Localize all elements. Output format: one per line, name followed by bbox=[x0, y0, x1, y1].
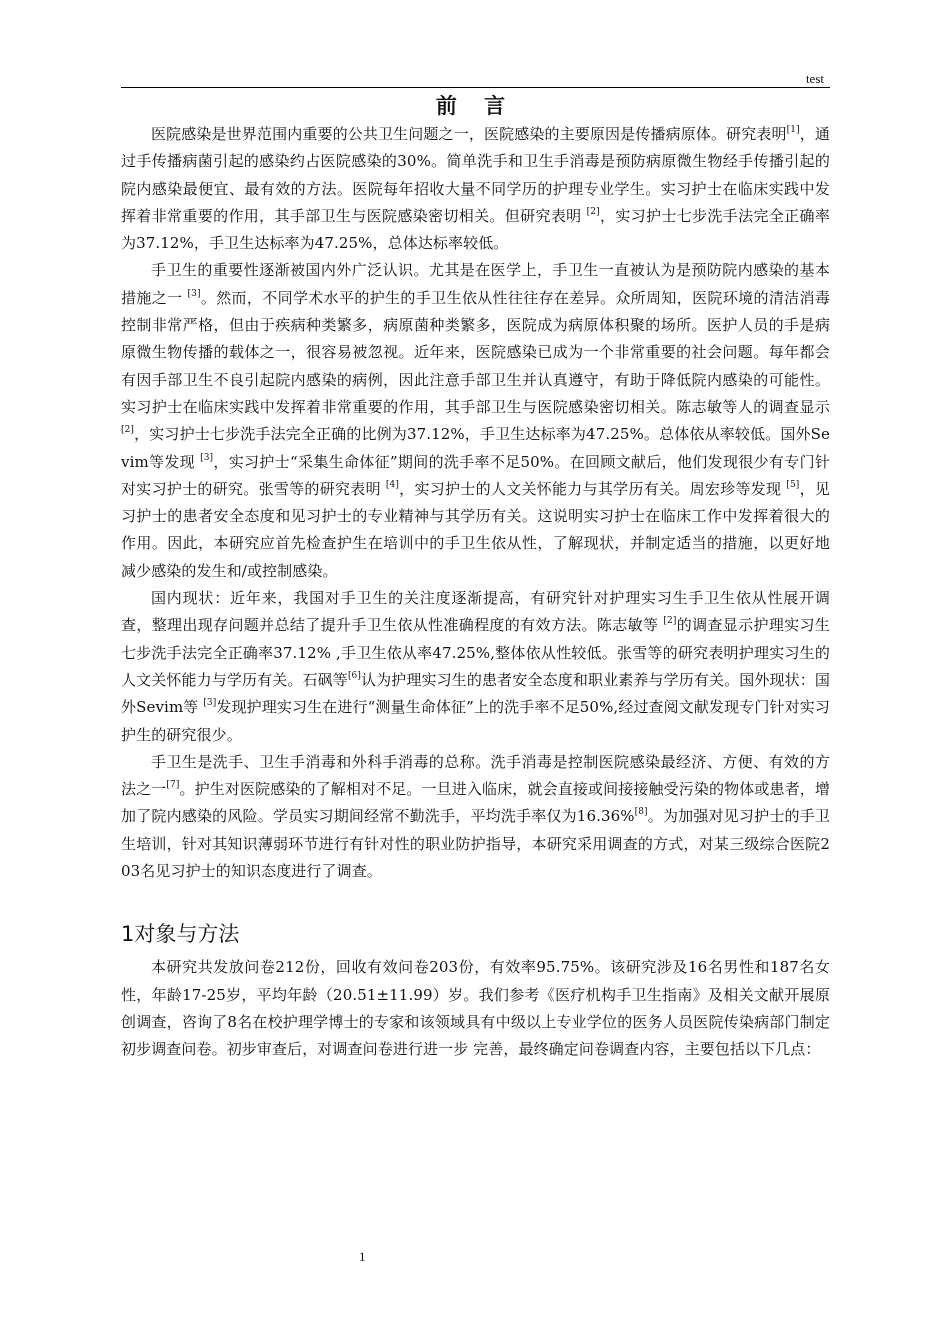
citation: [3] bbox=[187, 288, 201, 299]
citation: [6] bbox=[347, 670, 361, 681]
citation: [3] bbox=[200, 452, 214, 463]
page-title: 前 言 bbox=[435, 94, 516, 118]
citation: [5] bbox=[786, 479, 800, 490]
paragraph-3: 国内现状：近年来，我国对手卫生的关注度逐渐提高，有研究针对护理实习生手卫生依从性展开调查，整理出现存问题并总结了提升手卫生依从性准确程度的有效方法。陈志敏等 [2]的调查显示护理实习生七步洗手法完全正确率37.12% ,手卫生依从率47.25%,整体依从性较低。张雪等的研究表明护理实习生的人文关怀能力与学历有关。石砜等[6]认为护理实习生的患者安全态度和职业素养与学历有关。国外现状：国外Sevim等 [3]发现护理实习生在进行“测量生命体征”上的洗手率不足50%,经过查阅文献发现专门针对实习护生的研究很少。 bbox=[121, 589, 831, 744]
citation: [8] bbox=[634, 807, 648, 818]
paragraph-1: 医院感染是世界范围内重要的公共卫生问题之一，医院感染的主要原因是传播病原体。研究表明[1]，通过手传播病菌引起的感染约占医院感染的30%。简单洗手和卫生手消毒是预防病原微生物经手传播引起的院内感染最便宜、最有效的方法。医院每年招收大量不同学历的护理专业学生。实习护士在临床实践中发挥着非常重要的作用，其手部卫生与医院感染密切相关。但研究表明 [2]，实习护士七步洗手法完全正确率为37.12%，手卫生达标率为47.25%，总体达标率较低。 bbox=[121, 125, 830, 253]
citation: [2] bbox=[121, 425, 135, 436]
citation: [1] bbox=[786, 125, 800, 135]
page-header: test bbox=[805, 71, 824, 86]
page-number: 1 bbox=[359, 1249, 366, 1264]
citation: [2] bbox=[663, 616, 677, 627]
citation: [2] bbox=[586, 206, 600, 217]
section-heading: 1对象与方法 bbox=[121, 922, 240, 947]
paragraph-4: 手卫生是洗手、卫生手消毒和外科手消毒的总称。洗手消毒是控制医院感染最经济、方便、有效的方法之一[7]。护生对医院感染的了解相对不足。一旦进入临床，就会直接或间接接触受污染的物体或患者，增加了院内感染的风险。学员实习期间经常不勤洗手，平均洗手率仅为16.36%[8]。为加强对见习护士的手卫生培训，针对其知识薄弱环节进行有针对性的职业防护指导，本研究采用调查的方式，对某三级综合医院203名见习护士的知识态度进行了调查。 bbox=[121, 752, 830, 881]
document-body bbox=[121, 92, 830, 1064]
citation: [3] bbox=[203, 698, 217, 709]
paragraph-2: 手卫生的重要性逐渐被国内外广泛认识。尤其是在医学上，手卫生一直被认为是预防院内感染的基本措施之一 [3]。然而，不同学术水平的护生的手卫生依从性往往存在差异。众所周知，医院环境的清洁消毒控制非常严格，但由于疾病种类繁多，病原菌种类繁多，医院成为病原体积聚的场所。医护人员的手是病原微生物传播的载体之一，很容易被忽视。近年来，医院感染已成为一个非常重要的社会问题。每年都会有因手部卫生不良引起院内感染的病例，因此注意手部卫生并认真遵守，有助于降低院内感染的可能性。实习护士在临床实践中发挥着非常重要的作用，其手部卫生与医院感染密切相关。陈志敏等人的调查显示 [2]，实习护士七步洗手法完全正确的比例为37.12%，手卫生达标率为47.25%。总体依从率较低。国外Sevim等发现 [3]，实习护士“采集生命体征”期间的洗手率不足50%。在回顾文献后，他们发现很少有专门针对实习护士的研究。张雪等的研究表明 [4]，实习护士的人文关怀能力与其学历有关。周宏珍等发现 [5]，见习护士的患者安全态度和见习护士的专业精神与其学历有关。这说明实习护士在临床工作中发挥着很大的作用。因此，本研究应首先检查护生在培训中的手卫生依从性，了解现状，并制定适当的措施，以更好地减少感染的发生和/或控制感染。 bbox=[121, 261, 831, 580]
citation: [4] bbox=[385, 479, 399, 490]
header-rule bbox=[121, 87, 830, 88]
citation: [7] bbox=[166, 780, 180, 791]
section-paragraph: 本研究共发放问卷212份，回收有效问卷203份，有效率95.75%。该研究涉及16名男性和187名女性，年龄17-25岁，平均年龄（20.51±11.99）岁。我们参考《医疗机构手卫生指南》及相关文献开展原创调查，咨询了8名在校护理学博士的专家和该领域具有中级以上专业学位的医务人员医院传染病部门制定初步调查问卷。初步审查后，对调查问卷进行进一步 完善，最终确定问卷调查内容，主要包括以下几点： bbox=[121, 958, 830, 1059]
